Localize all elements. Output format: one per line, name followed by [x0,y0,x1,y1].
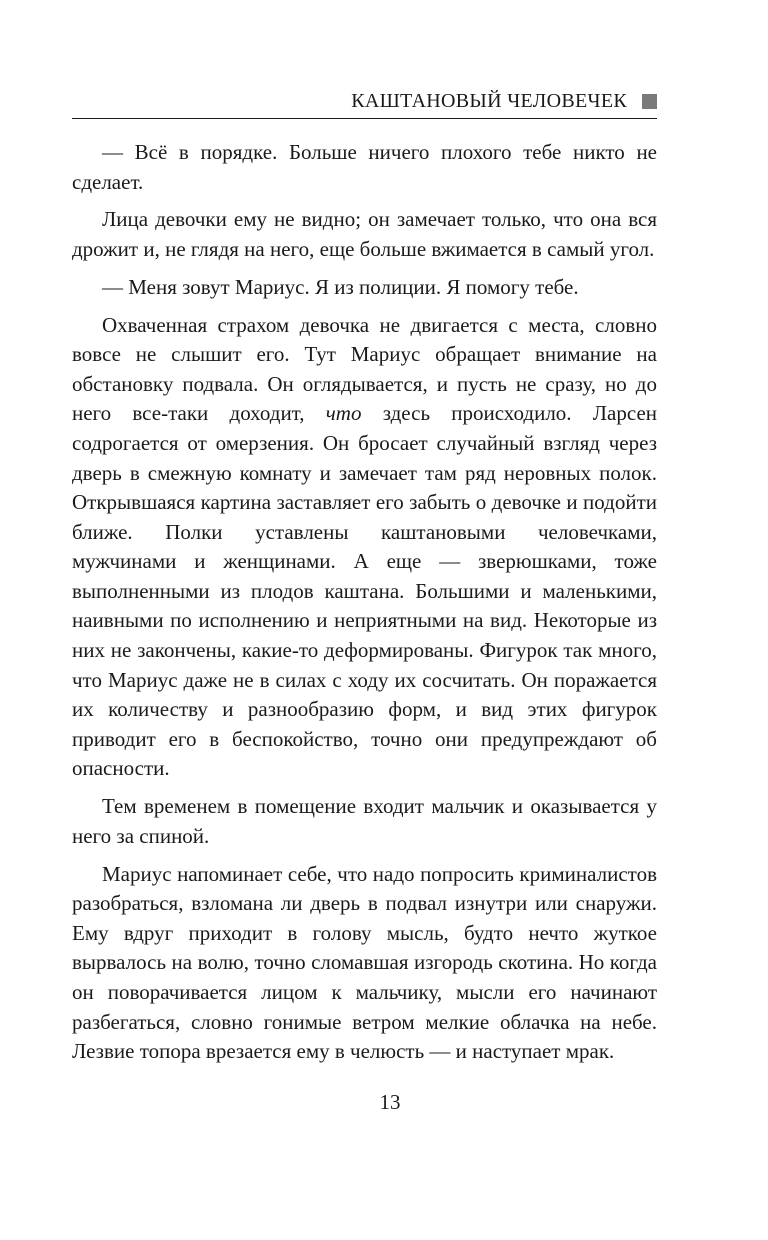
paragraph-1: — Всё в порядке. Больше ничего плохого тебе никто не сделает. [72,140,657,194]
paragraph-2: Лица девочки ему не видно; он замечает только, что она вся дрожит и, не глядя на него, еще больше вжимается в самый угол. [72,207,657,261]
paragraph-6: Мариус напоминает себе, что надо попросить криминалистов разобраться, взломана ли дверь в подвал изнутри или снаружи. Ему вдруг приходит в голову мысль, будто нечто жуткое вырвалось на волю, точно сломавшая изгородь скотина. Но когда он поворачивается лицом к мальчику, мысли его начинают разбегаться, словно гонимые ветром мелкие облачка на небе. Лезвие топора врезается ему в челюсть — и наступает мрак. [72,861,657,1064]
header-square-ornament [642,94,657,109]
paragraph-4-part-1: Охваченная страхом девочка не двигается с места, словно вовсе не слышит его. Тут Мариус обращает внимание на обстановку подвала. Он оглядывается, и пусть не сразу, но до него все-таки доходит, [72,312,657,426]
paragraph-4-emphasis: что [325,401,362,426]
paragraph-4-part-2: здесь происходило. Ларсен содрогается от омерзения. Он бросает случайный взгляд через дверь в смежную комнату и замечает там ряд неровных полок. Открывшаяся картина заставляет его забыть о девочке и подойти ближе. Полки уставлены каштановыми человечками, мужчинами и женщинами. А еще — зверюшками, тоже выполненными из плодов каштана. Большими и маленькими, наивными по исполнению и неприятными на вид. Некоторые из них не закончены, какие-то деформированы. Фигурок так много, что Мариус даже не в силах с ходу их сосчитать. Он поражается их количеству и разнообразию форм, и вид этих фигурок приводит его в беспокойство, точно они предупреждают об опасности. [72,401,657,781]
paragraph-5: Тем временем в помещение входит мальчик и оказывается у него за спиной. [72,794,657,848]
paragraph-3: — Меня зовут Мариус. Я из полиции. Я помогу тебе. [102,274,579,299]
page-number: 13 [379,1090,401,1114]
running-title: КАШТАНОВЫЙ ЧЕЛОВЕЧЕК [351,90,627,112]
body-text [72,138,657,1067]
paragraph-4 [72,311,657,785]
running-header [72,88,657,119]
